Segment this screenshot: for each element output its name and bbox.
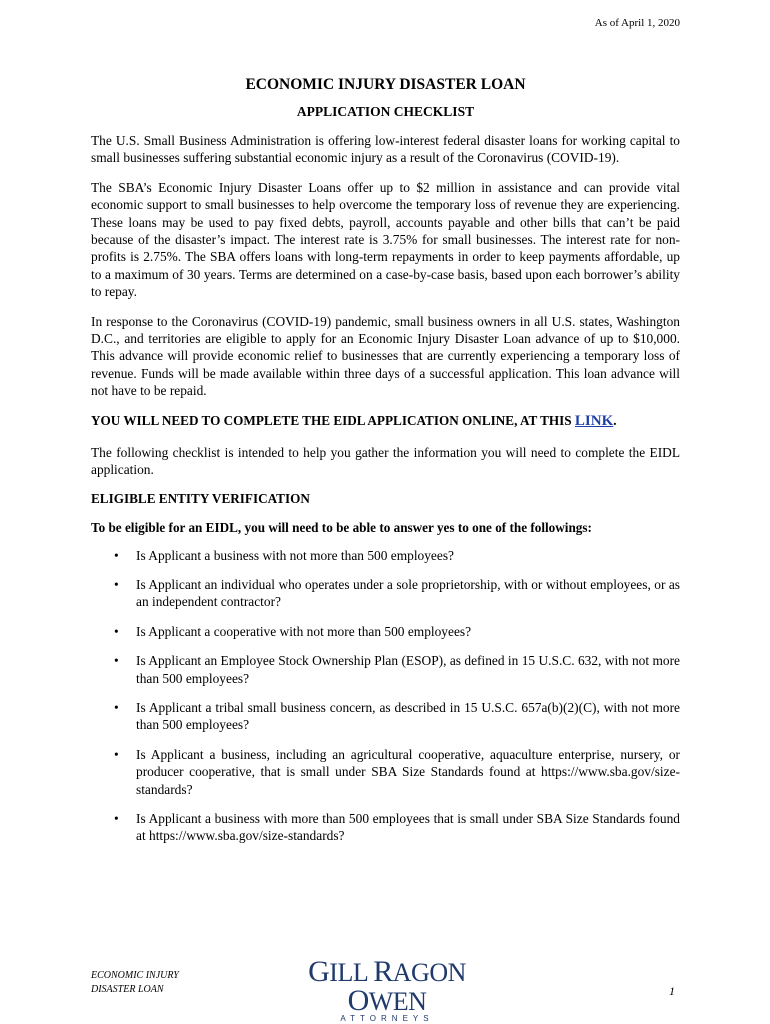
eligibility-questions-list [91,547,680,845]
bullet-icon: • [114,547,119,563]
section-heading: ELIGIBLE ENTITY VERIFICATION [91,490,310,506]
question-text: Is Applicant a tribal small business concern, as described in 15 U.S.C. 657a(b)(2)(C), with not more than 500 employees? [136,699,680,733]
firm-logo [288,955,486,1023]
document-body [91,76,680,857]
eligibility-question-intro: To be eligible for an EIDL, you will need to be able to answer yes to one of the followings: [91,519,592,535]
application-link[interactable]: LINK [574,412,614,429]
footer-line-1: ECONOMIC INJURY [91,970,179,981]
page-number: 1 [669,984,675,998]
bullet-icon: • [114,810,119,826]
list-item [91,547,680,564]
advance-paragraph: In response to the Coronavirus (COVID-19) pandemic, small business owners in all U.S. states, Washington D.C., and territories are eligible to apply for an Economic Injury Disaster Loan advance of up to $10,000. This advance will provide economic relief to businesses that are currently experiencing a temporary loss of revenue. Funds will be made available within three days of a successful application. This loan advance will not have to be repaid. [91,313,680,399]
online-notice-text: YOU WILL NEED TO COMPLETE THE EIDL APPLICATION ONLINE, AT THIS [91,412,575,428]
loan-details-paragraph: The SBA’s Economic Injury Disaster Loans offer up to $2 million in assistance and can provide vital economic support to small businesses to help overcome the temporary loss of revenue they are experiencing. These loans may be used to pay fixed debts, payroll, accounts payable and other bills that can’t be paid because of the disaster’s impact. The interest rate is 3.75% for small businesses. The interest rate for non-profits is 2.75%. The SBA offers loans with long-term repayments in order to keep payments affordable, up to a maximum of 30 years. Terms are determined on a case-by-case basis, based upon each borrower’s ability to repay. [91,179,680,300]
footer-doc-title [91,969,179,997]
question-text: Is Applicant a business, including an agricultural cooperative, aquaculture enterprise, nursery, or producer cooperative, that is small under SBA Size Standards found at https://www.sba.gov/size-standards? [136,746,680,797]
bullet-icon: • [114,699,119,715]
bullet-icon: • [114,623,119,639]
footer-line-2: DISASTER LOAN [91,984,164,995]
list-item [91,652,680,687]
list-item [91,623,680,640]
question-text: Is Applicant a business with not more than 500 employees? [136,547,454,563]
bullet-icon: • [114,746,119,762]
online-application-notice [91,412,680,430]
bullet-icon: • [114,576,119,592]
online-notice-end: . [613,412,617,428]
firm-logo-name: GILL RAGON OWEN [308,955,466,1017]
question-text: Is Applicant a business with more than 500 employees that is small under SBA Size Standards found at https://www.sba.gov/size-standards? [136,810,680,844]
bullet-icon: • [114,653,119,669]
document-subtitle: APPLICATION CHECKLIST [296,104,475,119]
document-title: ECONOMIC INJURY DISASTER LOAN [245,76,526,93]
intro-paragraph: The U.S. Small Business Administration is offering low-interest federal disaster loans for working capital to small businesses suffering substantial economic injury as a result of the Coronavirus (COVID-19). [91,133,680,166]
question-text: Is Applicant an individual who operates under a sole proprietorship, with or without employees, or as an independent contractor? [136,576,680,610]
firm-logo-subtitle: ATTORNEYS [340,1014,434,1023]
list-item [91,810,680,845]
list-item [91,746,680,798]
as-of-date: As of April 1, 2020 [594,17,680,29]
checklist-intro: The following checklist is intended to help you gather the information you will need to complete the EIDL application. [91,444,680,478]
list-item [91,699,680,734]
list-item [91,576,680,611]
question-text: Is Applicant a cooperative with not more than 500 employees? [136,623,472,639]
question-text: Is Applicant an Employee Stock Ownership Plan (ESOP), as defined in 15 U.S.C. 632, with not more than 500 employees? [136,653,680,686]
